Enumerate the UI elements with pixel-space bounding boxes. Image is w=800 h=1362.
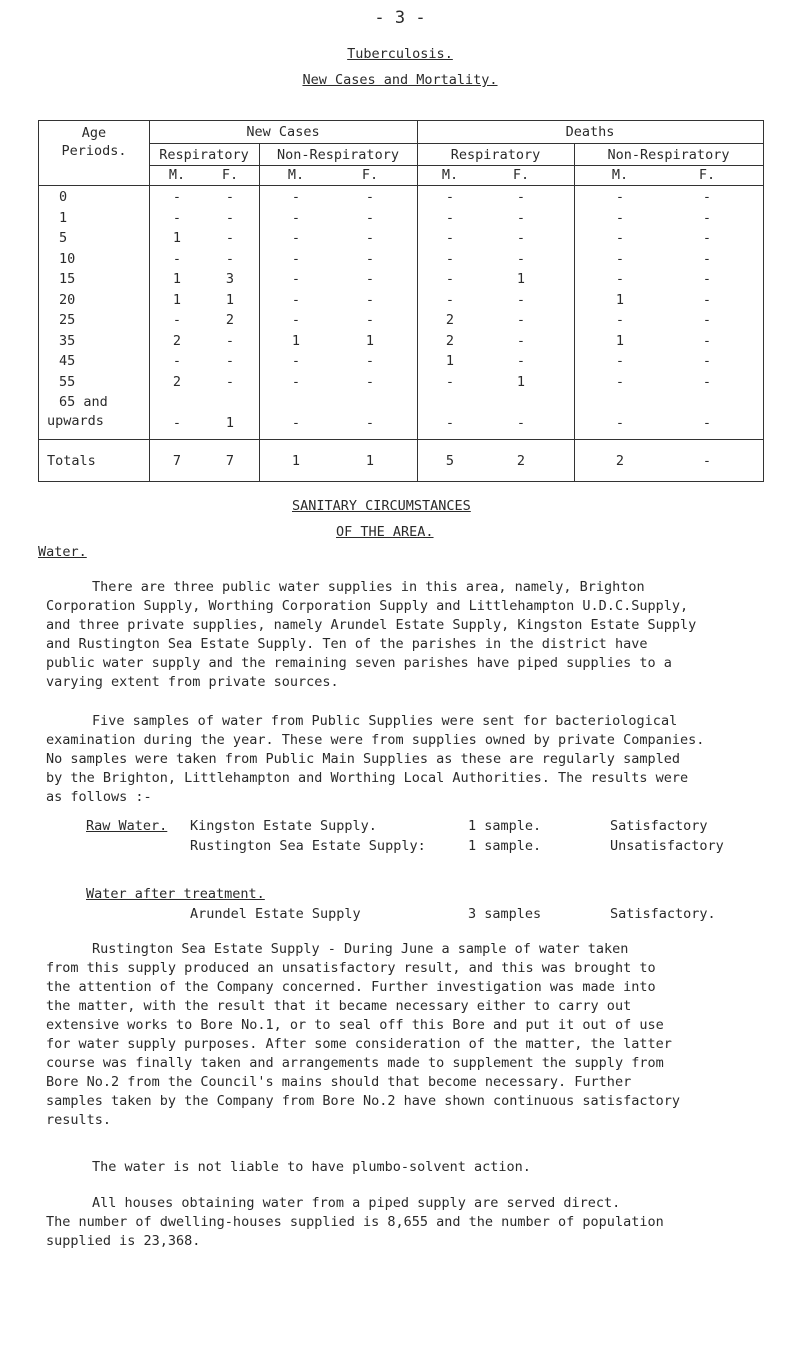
table-cell: - (365, 209, 375, 226)
age-period: 0 (59, 189, 68, 205)
table-cell: - (445, 291, 455, 308)
table-cell: - (516, 415, 526, 431)
table-cell: - (172, 415, 182, 431)
paragraph-samples: Five samples of water from Public Supplies were sent for bacteriological examination during the year. These were from supplies owned by private Companies. No samples were taken from Public Main Supplies as these are regularly sampled by the Brighton, Littlehampton and Worthing Local Authorities. The results were as follows :- (46, 713, 705, 805)
table-cell: - (445, 209, 455, 226)
table-cell: - (516, 312, 526, 328)
table-cell: 2 (172, 332, 182, 349)
table-cell: - (516, 189, 526, 205)
table-cell: - (291, 312, 301, 328)
table-cell: - (702, 415, 712, 431)
table-cell: - (172, 209, 182, 226)
age-period: 5 (59, 230, 68, 246)
table-cell: - (225, 373, 235, 390)
age-period: 1 (59, 209, 68, 226)
paragraph-plumbo-solvent: The water is not liable to have plumbo-solvent action. (92, 1159, 531, 1175)
total-cell: - (702, 453, 712, 469)
sex-header-5: F. (512, 167, 530, 183)
table-cell: - (702, 250, 712, 267)
table-cell: - (615, 373, 625, 390)
table-cell: 2 (172, 373, 182, 390)
heading: Tuberculosis. (347, 46, 453, 62)
table-cell: - (291, 415, 301, 431)
table-cell: 1 (516, 271, 526, 287)
age-period: 35 (59, 332, 76, 349)
table-cell: - (516, 291, 526, 308)
table-cell: - (445, 230, 455, 246)
table-cell: - (365, 415, 375, 431)
sex-header-3: F. (361, 167, 379, 183)
age-period: 15 (59, 271, 76, 287)
table-cell: - (225, 250, 235, 267)
raw-water-samples-1: 1 sample. (468, 818, 542, 834)
raw-water-result-2: Unsatisfactory (610, 838, 724, 854)
table-cell: - (172, 250, 182, 267)
raw-water-result-1: Satisfactory (610, 818, 708, 834)
raw-water-supply-2: Rustington Sea Estate Supply: (190, 838, 426, 854)
sex-header-6: M. (611, 167, 629, 183)
sanitary-heading: SANITARY CIRCUMSTANCES (292, 498, 471, 514)
age-period: 25 (59, 312, 76, 328)
paragraph-houses: All houses obtaining water from a piped supply are served direct. The number of dwelling-houses supplied is 8,655 and the number of population supplied is 23,368. (46, 1195, 664, 1249)
table-cell: - (225, 230, 235, 246)
table-cell: - (291, 373, 301, 390)
table-cell: 1 (172, 291, 182, 308)
treated-water-supply: Arundel Estate Supply (190, 906, 361, 922)
water-heading: Water. (38, 544, 87, 560)
table-cell: - (365, 189, 375, 205)
table-cell: - (702, 271, 712, 287)
total-cell: 5 (445, 453, 455, 469)
table-cell: - (445, 373, 455, 390)
age-header-1: Age (81, 125, 107, 141)
table-cell: 2 (445, 332, 455, 349)
table-cell: - (516, 250, 526, 267)
table-cell: - (225, 332, 235, 349)
table-cell: - (516, 332, 526, 349)
table-cell: 2 (225, 312, 235, 328)
treated-water-result: Satisfactory. (610, 906, 716, 922)
page-number: - 3 - (374, 8, 426, 28)
sub-header-resp-2: Respiratory (450, 147, 541, 163)
table-cell: 1 (225, 415, 235, 431)
total-cell: 7 (225, 453, 235, 469)
sex-header-2: M. (287, 167, 305, 183)
age-period: 45 (59, 353, 76, 369)
age-header-2: Periods. (61, 143, 127, 159)
subheading: New Cases and Mortality. (302, 72, 498, 88)
table-cell: - (516, 353, 526, 369)
group-header-deaths: Deaths (565, 124, 615, 140)
age-period: 65 and (59, 394, 108, 410)
table-cell: - (291, 353, 301, 369)
table-cell: - (702, 209, 712, 226)
table-cell: - (445, 415, 455, 431)
table-cell: - (702, 353, 712, 369)
raw-water-samples-2: 1 sample. (468, 838, 542, 854)
total-cell: 2 (615, 453, 625, 469)
table-cell: - (225, 209, 235, 226)
total-cell: 1 (291, 453, 301, 469)
table-cell: - (615, 189, 625, 205)
sub-header-resp-1: Respiratory (159, 147, 249, 163)
table-cell: - (702, 189, 712, 205)
table-cell: 1 (615, 291, 625, 308)
paragraph-water-supplies: There are three public water supplies in this area, namely, Brighton Corporation Supply, Worthing Corporation Supply and Littlehampton U.D.C.Supply, and three private supplies, namely Arundel Estate Supply, Kingston Estate Supply and Rustington Sea Estate Supply. Ten of the parishes in the district have public water supply and the remaining seven parishes have piped supplies to a varying extent from private sources. (46, 579, 697, 690)
total-cell: 7 (172, 453, 182, 469)
table-cell: - (172, 189, 182, 205)
table-cell: - (702, 332, 712, 349)
table-cell: - (365, 312, 375, 328)
table-cell: - (615, 230, 625, 246)
table-cell: 3 (225, 271, 235, 287)
table-cell: 1 (225, 291, 235, 308)
table-cell: - (225, 189, 235, 205)
table-cell: - (615, 353, 625, 369)
table-cell: - (225, 353, 235, 369)
group-header-new-cases: New Cases (246, 124, 320, 140)
table-cell: - (615, 415, 625, 431)
table-cell: 1 (291, 332, 301, 349)
table-cell: 1 (365, 332, 375, 349)
table-cell: - (702, 291, 712, 308)
table-cell: - (516, 230, 526, 246)
table-cell: 1 (445, 353, 455, 369)
table-cell: - (365, 373, 375, 390)
table-cell: - (702, 373, 712, 390)
table-cell: - (291, 271, 301, 287)
table-cell: 1 (172, 230, 182, 246)
mortality-table (38, 120, 764, 482)
treated-water-samples: 3 samples (468, 906, 542, 922)
table-cell: - (445, 250, 455, 267)
sex-header-4: M. (441, 167, 459, 183)
age-period: 20 (59, 291, 76, 308)
table-cell: - (291, 230, 301, 246)
sub-header-nonresp-2: Non-Respiratory (607, 147, 730, 163)
table-cell: 1 (172, 271, 182, 287)
table-cell: - (291, 250, 301, 267)
treated-water-label: Water after treatment. (86, 886, 265, 902)
table-cell: - (445, 271, 455, 287)
sex-header-7: F. (698, 167, 716, 183)
age-period: 10 (59, 250, 76, 267)
sex-header-0: M. (168, 167, 186, 183)
sanitary-subheading: OF THE AREA. (336, 524, 434, 540)
table-cell: - (365, 291, 375, 308)
table-cell: 2 (445, 312, 455, 328)
age-period-continued: upwards (47, 413, 104, 429)
raw-water-supply-1: Kingston Estate Supply. (190, 818, 377, 834)
table-cell: - (615, 250, 625, 267)
table-cell: - (172, 312, 182, 328)
paragraph-rustington: Rustington Sea Estate Supply - During June a sample of water taken from this supply produced an unsatisfactory result, and this was brought to the attention of the Company concerned. Further investigation was made into the matter, with the result that it became necessary either to carry out extensive works to Bore No.1, or to seal off this Bore and put it out of use for water supply purposes. After some consideration of the matter, the latter course was finally taken and arrangements made to supplement the supply from Bore No.2 from the Council's mains should that become necessary. Further samples taken by the Company from Bore No.2 have shown continuous satisfactory results. (46, 941, 680, 1128)
total-cell: 2 (516, 453, 526, 469)
table-cell: - (516, 209, 526, 226)
age-period: 55 (59, 373, 76, 390)
sex-header-1: F. (221, 167, 239, 183)
table-cell: - (702, 312, 712, 328)
table-cell: - (291, 209, 301, 226)
table-cell: 1 (516, 373, 526, 390)
table-cell: - (365, 230, 375, 246)
table-cell: - (365, 353, 375, 369)
raw-water-label: Raw Water. (86, 818, 168, 834)
table-cell: - (615, 271, 625, 287)
table-cell: 1 (615, 332, 625, 349)
sub-header-nonresp-1: Non-Respiratory (277, 147, 399, 163)
table-cell: - (365, 271, 375, 287)
totals-label: Totals (47, 453, 96, 469)
table-cell: - (615, 312, 625, 328)
table-cell: - (291, 189, 301, 205)
table-cell: - (172, 353, 182, 369)
table-cell: - (702, 230, 712, 246)
table-cell: - (291, 291, 301, 308)
table-cell: - (445, 189, 455, 205)
table-cell: - (615, 209, 625, 226)
total-cell: 1 (365, 453, 375, 469)
table-cell: - (365, 250, 375, 267)
